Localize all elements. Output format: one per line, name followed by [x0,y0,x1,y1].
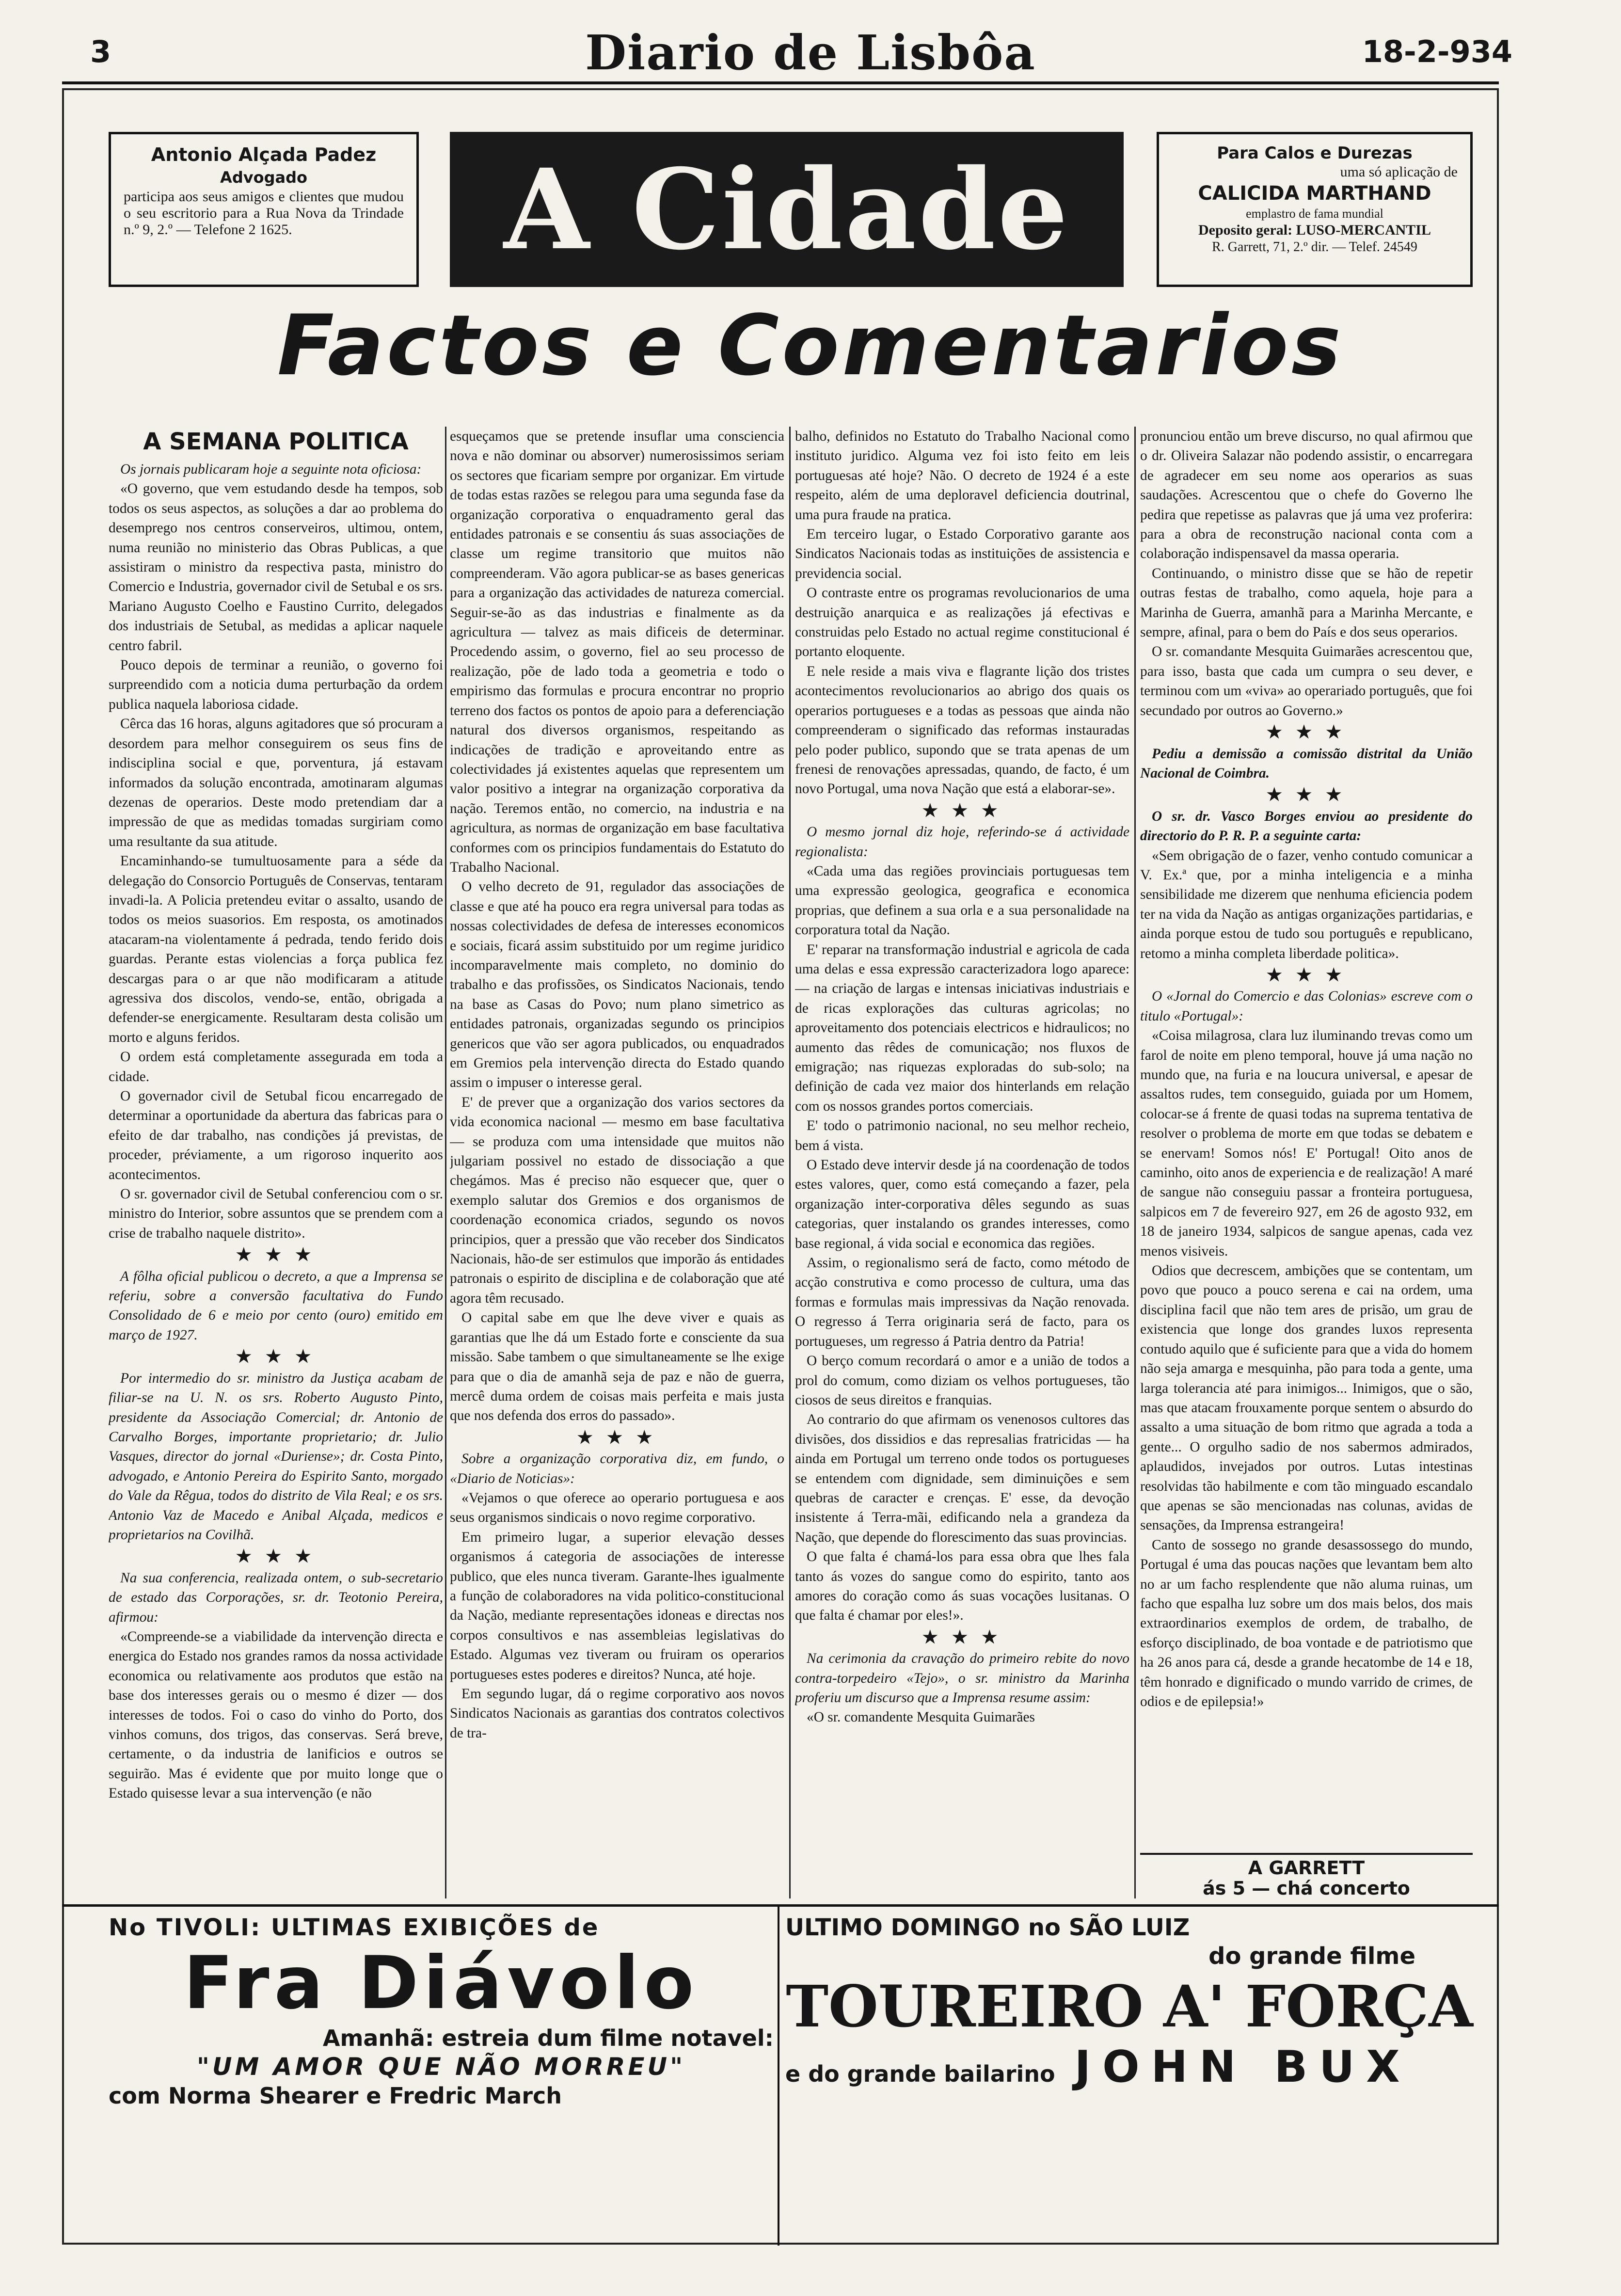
column-rule [1134,427,1136,1898]
lawyer-name: Antonio Alçada Padez [151,144,377,165]
paragraph: Encaminhando-se tumultuosamente para a séde da delegação do Consorcio Português de Conservas, tentaram invadi-la. A Policia pretendeu evitar o assalto, usando de todos os meios suasorios. Em resposta, os amotinados atacaram-na violentamente á pedrada, tendo ferido dois guardas. Perante estas violencias a força publica fez descargas para o ar que não modificaram a atitude agressiva dos discolos, vendo-se, então, obrigada a defender-se energicamente. Resultaram desta colisão um morto e alguns feridos. [109,853,443,1045]
paragraph: E' de prever que a organização dos varios sectores da vida economica nacional — mesmo em base facultativa — se produza com uma intensidade que muitos não julgariam possivel no estado de dissociação a que chegámos. Mas é preciso não esquecer que, quer o exemplo salutar dos Gremios e dos organismos de coordenação economica criados, segundo os novos principios, quer a pressão que vão receber dos Sindicatos Nacionais, hão-de ser estimulos que imporão ás entidades patronais o espirito de disciplina e de colaboração que até agora têm recusado. [450,1094,784,1306]
bottom-divider [778,1906,779,2246]
lawyer-ad [109,132,419,287]
header-rule [62,81,1499,84]
paragraph: O «Jornal do Comercio e das Colonias» escreve com o titulo «Portugal»: [1140,989,1473,1024]
separator-stars: ★ ★ ★ [236,1245,316,1265]
paragraph: Pediu a demissão a comissão distrital da União Nacional de Coimbra. [1140,746,1473,781]
paragraph: balho, definidos no Estatuto do Trabalho Nacional como instituto juridico. Alguma vez foi isto feito em leis portuguesas até hoje? Não. O decreto de 1924 é a este respeito, além de uma deploravel deficiencia doutrinal, uma pura fraude na pratica. [795,429,1129,523]
garrett-title: A GARRETT [1248,1857,1365,1879]
garrett-notice [1140,1858,1473,1900]
paragraph: Na cerimonia da cravação do primeiro rebite do novo contra-torpedeiro «Tejo», o sr. ministro da Marinha proferiu um discurso que a Imprensa resume assim: [795,1651,1129,1706]
garrett-rule [1140,1853,1473,1855]
paragraph: E' reparar na transformação industrial e agricola de cada uma delas e essa expressão caracterizadora logo aparece: — na criação de largas e intensas iniciativas industriais e de ricas explorações das culturas agricolas; no aproveitamento dos potenciais electricos e hidraulicos; no aumento das rêdes de comunicação; nos fluxos de emigração; nas riquezas exploradas do sub-solo; na definição de cada vez maior dos hinterlands em relação com os nossos grandes portos comerciais. [795,941,1129,1114]
column-4 [1140,427,1473,1862]
paragraph: O sr. comandante Mesquita Guimarães acrescentou que, para isso, basta que cada um cumpra o seu dever, e terminou com um «viva» ao operariado português, que foi secundado por outros ao Governo.» [1140,644,1473,718]
fra-diavolo-title: Fra Diávolo [183,1941,699,2025]
calicida-headline: Para Calos e Durezas [1217,144,1413,163]
paragraph: A fôlha oficial publicou o decreto, a que a Imprensa se referiu, sobre a conversão facultativa do Fundo Consolidado de 6 e meio por cento (ouro) emitido em março de 1927. [109,1268,443,1343]
paragraph: O Estado deve intervir desde já na coordenação de todos estes valores, quer, como está começando a fazer, pela organização inter-corporativa dêles segundo as suas categorias, quer instalando os grandes interesses, como base regional, á vida social e economica das regiões. [795,1157,1129,1251]
column-rule [789,427,791,1898]
separator-stars: ★ ★ ★ [236,1347,316,1367]
column-1 [109,427,443,1898]
calicida-address: R. Garrett, 71, 2.º dir. — Telef. 24549 [1212,239,1417,255]
a-cidade-banner: A Cidade [450,132,1124,287]
paragraph: Por intermedio do sr. ministro da Justiça acabam de filiar-se na U. N. os srs. Roberto Augusto Pinto, presidente da Associação Comercial; dr. Antonio de Carvalho Borges, importante proprietario; dr. Julio Vasques, director do jornal «Duriense»; dr. Costa Pinto, advogado, e Antonio Pereira do Espirito Santo, morgado do Vale da Rêgua, todos do distrito de Vila Real; e os srs. Antonio Vaz de Macedo e Anibal Alçada, medicos e proprietarios na Covilhã. [109,1370,443,1543]
separator-stars: ★ ★ ★ [922,1627,1002,1647]
paragraph: «Cada uma das regiões provinciais portuguesas tem uma expressão geologica, geografica e economica proprias, que definem a sua orla e a sua personalidade na corporatura total da Nação. [795,863,1129,938]
separator-stars: ★ ★ ★ [236,1547,316,1566]
tivoli-line: No TIVOLI: ULTIMAS EXIBIÇÕES de [109,1914,600,1941]
toureiro-title: TOUREIRO A' FORÇA [786,1973,1473,2040]
sao-luiz-subline: do grande filme [1208,1943,1415,1970]
tivoli-ad [109,1913,774,2223]
paragraph: E nele reside a mais viva e flagrante lição dos tristes acontecimentos revolucionarios ao abrigo dos quais os operarios portugueses e a todas as pessoas que ainda não compreenderam o significado das reformas instauradas pelo poder publico, supondo que se trata apenas de um frenesi de renovações apressadas, quando, de facto, é um novo Portugal, uma nova Nação que está a elaborar-se». [795,663,1129,797]
lawyer-notice: participa aos seus amigos e clientes que mudou o seu escritorio para a Rua Nova da Trindade n.º 9, 2.º — Telefone 2 1625. [124,189,404,238]
paragraph: Em primeiro lugar, a superior elevação desses organismos á categoria de associações de interesse publico, que eles nunca tiveram. Garante-lhes igualmente a função de colaboradores na vida politico-constitucional da Nação, mediante representações idoneas e directas nos corpos consultivos e nas assembleias legislativas do Estado. Algumas vez tiveram ou fruiram os operarios portugueses estes poderes e direitos? Nunca, até hoje. [450,1529,784,1682]
paragraph: Odios que decrescem, ambições que se contentam, um povo que pouco a pouco serena e cai na ordem, uma disciplina facil que não tem ares de prisão, um grau de existencia que longe dos grandes luxos representa contudo aquilo que é suficiente para que a vida do homem não seja amarga e mesquinha, pão para toda a gente, uma larga tolerancia até para inimigos... Inimigos, que o são, mas que atacam frouxamente porque sentem o absurdo do assalto a uma situação de bom ritmo que agrada a toda a gente... O orgulho sadio de nos sabermos admirados, aplaudidos, invejados por outros. Lutas intestinas resolvidas tão habilmente e com tão minguado escandalo que apenas se são mencionadas nas colunas, avidas de sensações, da Imprensa estrangeira! [1140,1263,1473,1533]
separator-stars: ★ ★ ★ [1266,785,1347,805]
separator-stars: ★ ★ ★ [577,1427,657,1447]
paragraph: «Vejamos o que oferece ao operario portuguesa e aos seus organismos sindicais o novo regime corporativo. [450,1490,784,1526]
john-bux-name: JOHN BUX [1074,2041,1412,2092]
masthead: Diario de Lisbôa [585,25,1036,81]
paragraph: O sr. dr. Vasco Borges enviou ao presidente do directorio do P. R. P. a seguinte carta: [1140,808,1473,844]
issue-date: 18-2-934 [1362,34,1512,69]
paragraph: Em terceiro lugar, o Estado Corporativo garante aos Sindicatos Nacionais todas as instituições de assistencia e previdencia social. [795,526,1129,581]
calicida-deposit: Deposito geral: LUSO-MERCANTIL [1198,222,1431,238]
column-2 [450,427,784,1898]
sao-luiz-line: ULTIMO DOMINGO no SÃO LUIZ [785,1914,1190,1941]
paragraph: Assim, o regionalismo será de facto, como método de acção construtiva e como processo de cultura, uma das formas e formulas mais impressivas da Nação renovada. O regresso á Terra originaria será de facto, para os portugueses, um regresso á Patria dentro da Patria! [795,1255,1129,1349]
tivoli-cast: com Norma Shearer e Fredric March [109,2083,562,2109]
paragraph: Ao contrario do que afirmam os venenosos cultores das divisões, dos dissidios e das represalias fratricidas — ha ainda em Portugal um terreno onde todos os portugueses se entendem com dignidade, sem diminuições e sem quebras de caracter e crenças. E' esse, da devoção insistente á Terra-mãi, edificando nela a grandeza da Nação, que depende do florescimento das suas provincias. [795,1412,1129,1545]
tivoli-premiere: Amanhã: estreia dum filme notavel: [322,2025,774,2051]
paragraph: Na sua conferencia, realizada ontem, o sub-secretario de estado das Corporações, sr. dr. Teotonio Pereira, afirmou: [109,1570,443,1625]
paragraph: O capital sabe em que lhe deve viver e quais as garantias que lhe dá um Estado forte e consciente da sua missão. Sabe tambem o que simultaneamente se lhe exige para que o dia de amanhã seja de paz e não de guerra, mercê duma ordem de coisas mais perfeita e mais justa que nos defenda dos erros do passado». [450,1310,784,1424]
paragraph: Canto de sossego no grande desassossego do mundo, Portugal é uma das poucas nações que levantam bem alto no ar um facho resplendente que não aluma ruinas, um facho que espalha luz sobre um dos mais belos, dos mais extraordinarios exemplos de ordem, de trabalho, de esforço disciplinado, de boa vontade e de patriotismo que ha 26 anos para cá, desde a grande hecatombe de 14 e 18, têm honrado e dignificado o mundo varrido de crimes, de odios e de epilepsia!» [1140,1537,1473,1709]
paragraph: pronunciou então um breve discurso, no qual afirmou que o dr. Oliveira Salazar não podendo assistir, o encarregara de agradecer em seu nome aos operarios as suas saudações. Acrescentou que o chefe do Governo lhe pedira que repetisse as palavras que já uma vez proferira: para a obra de reconstrução nacional conta com a colaboração indispensavel da massa operaria. [1140,429,1473,562]
calicida-tagline: emplastro de fama mundial [1246,207,1383,221]
paragraph: O contraste entre os programas revolucionarios de uma destruição anarquica e as realizações já efectivas e construidas pelo Estado no actual regime constitucional é portanto eloquente. [795,585,1129,660]
paragraph: O que falta é chamá-los para essa obra que lhes fala tanto ás vozes do sangue como do espirito, tanto aos amores do coração como ás suas vocações lusitanas. O que falta é chamar por eles!». [795,1549,1129,1624]
paragraph: O mesmo jornal diz hoje, referindo-se á actividade regionalista: [795,824,1129,860]
sao-luiz-dancer-label: e do grande bailarino [785,2061,1055,2087]
paragraph: «Compreende-se a viabilidade da intervenção directa e energica do Estado nos grandes ramos da nossa actividade economica ou relativamente aos produtos que estão na base dos interesses gerais ou o mesmo é dizer — dos interesses de todos. Foi o caso do vinho do Porto, dos vinhos comuns, dos trigos, das conservas. Será breve, certamente, o da industria de lanificios e outros se seguirão. Mas é evidente que por muito longe que o Estado quisesse levar a sua intervenção (e não [109,1628,443,1802]
paragraph: Pouco depois de terminar a reunião, o governo foi surpreendido com a noticia duma perturbação da ordem publica naquela laboriosa cidade. [109,657,443,712]
semana-politica-title: A SEMANA POLITICA [143,428,409,455]
paragraph: O governador civil de Setubal ficou encarregado de determinar a oportunidade da abertura das fabricas para o efeito de dar trabalho, nas condições já previstas, de proceder, préviamente, a um rigoroso inquerito aos acontecimentos. [109,1088,443,1182]
page-number: 3 [90,34,111,69]
paragraph: O velho decreto de 91, regulador das associações de classe e que até ha pouco era regra universal para todas as nossas colectividades de defesa de interesses economicos e sociais, ficará assim substituido por um regime juridico incomparavelmente mais completo, no dominio do trabalho e das profissões, os Sindicatos Nacionais, tendo na base as Casas do Povo; num plano simetrico as entidades patronais, organizadas segundo os principios genericos que vão ser agora publicados, ou enquadrados em Gremios pela intervenção directa do Estado quando assim o impuser o interesse geral. [450,879,784,1091]
paragraph: «O governo, que vem estudando desde ha tempos, sob todos os seus aspectos, as soluções a dar ao problema do desemprego nos centros conserveiros, ultimou, ontem, numa reunião no ministerio das Obras Publicas, a que assistiram o ministro da respectiva pasta, ministro do Comercio e Industria, governador civil de Setubal e os srs. Mariano Augusto Coelho e Faustino Currito, delegados dos industriais de Setubal, as medidas a aplicar naquele centro fabril. [109,481,443,654]
paragraph: O berço comum recordará o amor e a união de todos a prol do comum, como diziam os velhos portugueses, tão ciosos de seus direitos e franquias. [795,1353,1129,1408]
paragraph: esqueçamos que se pretende insuflar uma consciencia nova e não dominar ou absorver) numerosissimos seriam os sectores que ficariam sempre por organizar. Em virtude de todas estas razões se relegou para uma segunda fase da organização corporativa o enquadramento geral das entidades patronais e se consentiu ás suas associações de classe um regime transitorio que muitos não compreenderam. Vão agora publicar-se as bases genericas para a organização das actividades de natureza comercial. Seguir-se-ão as das industrias e finalmente as da agricultura — talvez as mais dificeis de determinar. Procedendo assim, o governo, fiel ao seu processo de realização, põe de lado toda a geometria e todo o empirismo das formulas e procura encontrar no proprio terreno dos factos os pontos de apoio para a deferenciação natural dos diversos organismos, respeitando as indicações de tradição e aproveitando entre as colectividades já existentes aquelas que representem um valor positivo a integrar na organização corporativa da nação. Teremos então, no comercio, na industria e na agricultura, as normas de organização em base facultativa conformes com os principios fundamentais do Estatuto do Trabalho Nacional. [450,429,784,875]
bottom-rule [62,1904,1499,1907]
sao-luiz-ad [785,1913,1474,2223]
column-rule [445,427,446,1898]
paragraph: Continuando, o ministro disse que se hão de repetir outras festas de trabalho, como aquela, hoje para a Marinha de Guerra, amanhã para a Marinha Mercante, e sempre, afinal, para o bem do País e dos seus operarios. [1140,565,1473,640]
separator-stars: ★ ★ ★ [1266,965,1347,985]
tivoli-film-title: "UM AMOR QUE NÃO MORREU" [196,2053,686,2081]
garrett-subtitle: ás 5 — chá concerto [1203,1878,1410,1899]
separator-stars: ★ ★ ★ [1266,722,1347,742]
paragraph: O ordem está completamente assegurada em toda a cidade. [109,1049,443,1084]
paragraph: Cêrca das 16 horas, alguns agitadores que só procuram a desordem para melhor conseguirem os seus fins de indisciplina social e que, porventura, já estavam informados da solução encontrada, amotinaram algumas dezenas de operarios. Deste modo pretendiam dar a impressão de que as medidas tomadas surgiriam como uma resultante da sua atitude. [109,716,443,849]
column-3 [795,427,1129,1898]
calicida-line: uma só aplicação de [1340,164,1458,180]
paragraph: E' todo o patrimonio nacional, no seu melhor recheio, bem á vista. [795,1118,1129,1153]
separator-stars: ★ ★ ★ [922,800,1002,820]
paragraph: «Sem obrigação de o fazer, venho contudo comunicar a V. Ex.ª que, por a minha inteligencia e a minha sensibilidade me dizerem que nenhuma eficiencia podem ter na vida da Nação as antigas organizações partidarias, e ainda porque estou de tudo sou português e republicano, retomo a minha completa liberdade politica». [1140,847,1473,961]
section-title: Factos e Comentarios [277,297,1344,394]
calicida-product: CALICIDA MARTHAND [1198,182,1431,205]
paragraph: Em segundo lugar, dá o regime corporativo aos novos Sindicatos Nacionais as garantias dos contratos colectivos de tra- [450,1686,784,1741]
paragraph: «O sr. comandente Mesquita Guimarães [807,1709,1035,1725]
paragraph: «Coisa milagrosa, clara luz iluminando trevas como um farol de noite em pleno temporal, houve já uma nação no mundo que, na furia e na loucura universal, e apesar de assaltos rudes, tem conseguido, guiada por um Homem, colocar-se á frente de quasi todas na suprema tentativa de resolver o problema de morte em que todas se debatem e se enervam! Somos nós! E' Portugal! Oito anos de caminho, oito anos de experiencia e de realização! A maré de sangue não conseguiu passar a fronteira portuguesa, salpicos em 7 de fevereiro 927, em 26 de agosto 932, em 18 de janeiro 1934, salpicos de sangue apenas, cada vez menos visiveis. [1140,1028,1473,1259]
lawyer-role: Advogado [220,168,307,187]
paragraph: Os jornais publicaram hoje a seguinte nota oficiosa: [120,462,422,477]
paragraph: Sobre a organização corporativa diz, em fundo, o «Diario de Noticias»: [450,1451,784,1486]
paragraph: O sr. governador civil de Setubal conferenciou com o sr. ministro do Interior, sobre assuntos que se prendem com a crise de trabalho naquele distrito». [109,1186,443,1241]
calicida-ad [1157,132,1473,287]
